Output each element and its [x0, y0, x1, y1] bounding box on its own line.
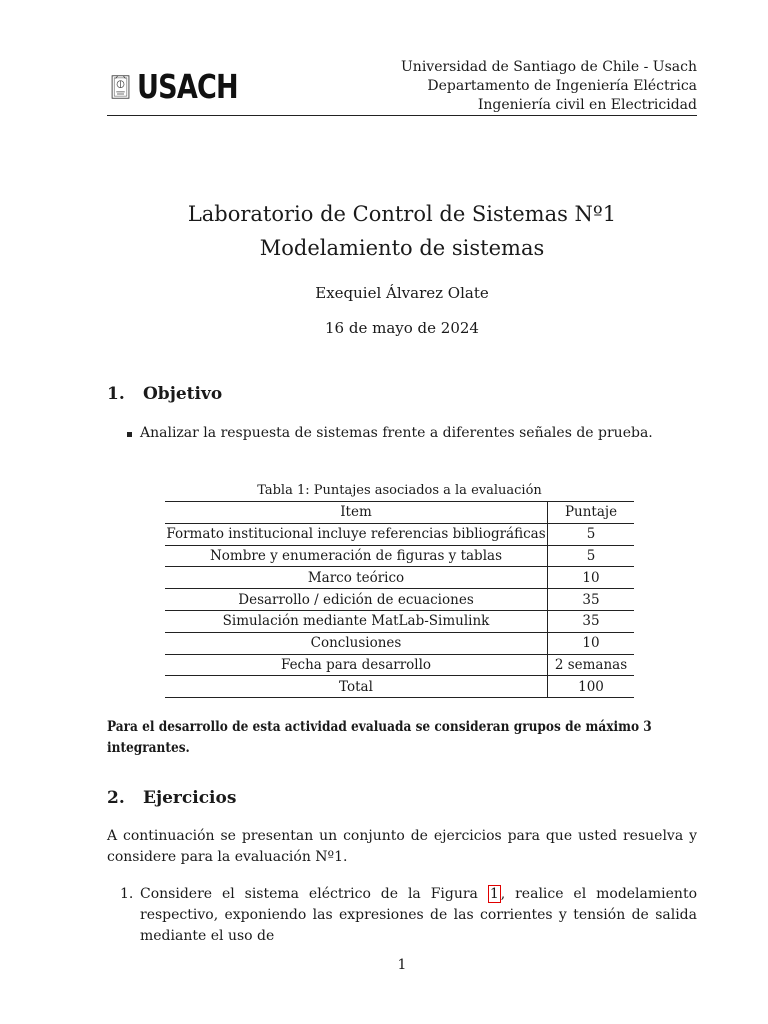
document-title: Laboratorio de Control de Sistemas Nº1	[187, 202, 617, 226]
table-row	[165, 676, 634, 698]
score-cell: 2 semanas	[548, 654, 635, 676]
figure-reference-link[interactable]: 1	[489, 886, 499, 902]
section-heading-objetivo	[107, 384, 222, 404]
university-crest-icon	[110, 67, 131, 107]
scores-table	[165, 501, 634, 698]
score-cell: 35	[548, 589, 635, 611]
section-number: 1.	[107, 384, 125, 404]
logo-wordmark: USACH	[137, 67, 238, 106]
item-cell: Formato institucional incluye referencias bibliográficas	[165, 523, 548, 545]
table-row	[165, 654, 634, 676]
score-cell: 10	[548, 567, 635, 589]
section-heading-ejercicios	[107, 788, 236, 808]
author: Exequiel Álvarez Olate	[315, 284, 489, 302]
table-row	[165, 567, 634, 589]
header-divider	[107, 115, 697, 116]
document-subtitle: Modelamiento de sistemas	[259, 236, 545, 260]
score-cell: 10	[548, 632, 635, 654]
objective-bullet	[127, 425, 653, 441]
exercise-number: 1.	[120, 886, 134, 902]
item-cell: Conclusiones	[165, 632, 548, 654]
table-row	[165, 545, 634, 567]
item-cell: Fecha para desarrollo	[165, 654, 548, 676]
exercises-intro: A continuación se presentan un conjunto de ejercicios para que usted resuelva y considere para la evaluación Nº1.	[107, 828, 697, 865]
score-cell: 5	[548, 523, 635, 545]
score-cell: 100	[548, 676, 635, 698]
bullet-square-icon	[127, 432, 132, 437]
item-cell: Marco teórico	[165, 567, 548, 589]
table-row	[165, 610, 634, 632]
score-cell: 5	[548, 545, 635, 567]
exercise-text-end: , realice el modelamiento respectivo, exponiendo las expresiones de las corrientes y tensión de salida mediante el uso de	[140, 886, 697, 944]
exercise-text	[140, 884, 697, 947]
column-header-score: Puntaje	[548, 502, 635, 524]
exercise-item	[120, 884, 697, 947]
department-name: Departamento de Ingeniería Eléctrica	[427, 78, 697, 94]
table-header-row	[165, 502, 634, 524]
item-cell: Simulación mediante MatLab-Simulink	[165, 610, 548, 632]
table-row	[165, 589, 634, 611]
group-size-note: Para el desarrollo de esta actividad evaluada se consideran grupos de máximo 3 integrantes.	[107, 719, 652, 756]
score-cell: 35	[548, 610, 635, 632]
usach-logo	[110, 66, 260, 108]
section-title: Ejercicios	[143, 788, 237, 808]
program-name: Ingeniería civil en Electricidad	[477, 97, 697, 113]
table-row	[165, 523, 634, 545]
exercise-text-start: Considere el sistema eléctrico de la Figura	[140, 886, 488, 902]
item-cell: Desarrollo / edición de ecuaciones	[165, 589, 548, 611]
table-row	[165, 632, 634, 654]
item-cell: Total	[165, 676, 548, 698]
page-number: 1	[397, 957, 407, 973]
document-date: 16 de mayo de 2024	[325, 319, 479, 337]
institution-header	[401, 58, 697, 115]
table-caption: Tabla 1: Puntajes asociados a la evaluación	[257, 483, 542, 498]
column-header-item: Item	[165, 502, 548, 524]
section-number: 2.	[107, 788, 125, 808]
section-title: Objetivo	[143, 384, 223, 404]
objective-text: Analizar la respuesta de sistemas frente a diferentes señales de prueba.	[140, 425, 653, 441]
university-name: Universidad de Santiago de Chile - Usach	[401, 59, 697, 75]
item-cell: Nombre y enumeración de figuras y tablas	[165, 545, 548, 567]
